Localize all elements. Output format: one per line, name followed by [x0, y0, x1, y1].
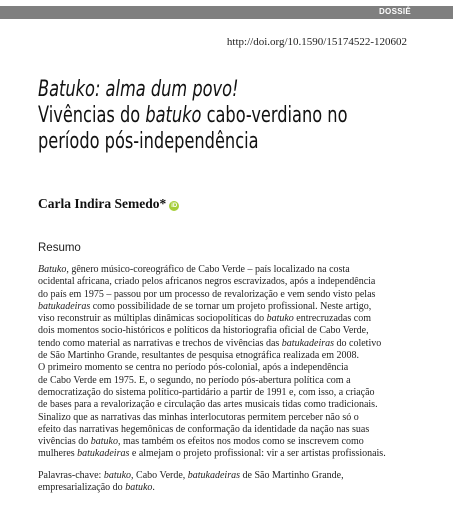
abstract-text: mulheres	[38, 448, 78, 460]
title-line-3: período pós-independência	[38, 128, 259, 154]
keyword-text: empresarialização do	[38, 482, 126, 494]
abstract-text: de bases para a revalorização e circulação das artes musicais tidas como tradicionais.	[38, 399, 378, 411]
article-title	[38, 76, 348, 154]
keyword-italic: batuko	[125, 482, 153, 494]
abstract-body	[38, 264, 410, 461]
abstract-text: vivências do	[38, 436, 91, 448]
keywords-line-2	[38, 482, 410, 494]
abstract-text: , gênero músico-coreográfico de Cabo Verde – país localizado na costa	[66, 264, 350, 275]
keyword-text: .	[152, 482, 155, 494]
title-italic-part: Batuko: alma dum povo!	[38, 76, 239, 102]
abstract-line	[38, 313, 410, 325]
abstract-italic-term: batukadeiras	[38, 300, 91, 312]
abstract-line	[38, 362, 410, 374]
keyword-text: , Cabo Verde,	[131, 470, 188, 481]
abstract-line	[38, 276, 410, 288]
keywords-block	[38, 470, 410, 495]
abstract-text: viso reconstruir as múltiplas dinâmicas sociopolíticas do	[38, 313, 267, 325]
keywords-line-1	[38, 470, 410, 482]
author-name: Carla Indira Semedo*	[38, 196, 167, 211]
abstract-line	[38, 448, 410, 460]
keyword-italic: batuko	[103, 470, 132, 481]
abstract-italic-term: batukadeiras	[77, 448, 130, 460]
abstract-line	[38, 350, 410, 362]
abstract-text: Sinalizo que as narrativas das minhas interlocutoras permitem perceber não só o	[38, 411, 359, 423]
abstract-line	[38, 325, 410, 337]
abstract-text: dois momentos socio-históricos e políticos da historiografia oficial de Cabo Verde,	[38, 325, 369, 337]
author-line	[38, 196, 179, 212]
title-italic-part: batuko	[145, 102, 202, 128]
title-line-2	[38, 102, 348, 128]
abstract-text: de São Martinho Grande, resultantes de pesquisa etnográfica realizada em 2008.	[38, 350, 359, 362]
abstract-line	[38, 424, 410, 436]
abstract-text: tendo como material as narrativas e trechos de vivências das	[38, 337, 282, 349]
abstract-italic-term: batuko	[90, 436, 118, 448]
section-header-bar	[0, 6, 453, 19]
abstract-italic-term: batuko	[266, 313, 294, 325]
doi-link[interactable]: http://doi.org/10.1590/15174522-120602	[226, 36, 407, 48]
keyword-text: de São Martinho Grande,	[240, 470, 344, 481]
abstract-text: ocidental africana, criado pelos africanos negros escravizados, após a independência	[38, 276, 376, 288]
abstract-text: efeito das narrativas hegemônicas de conformação da identidade da nação nas suas	[38, 423, 370, 435]
title-part: Vivências do	[38, 102, 146, 128]
orcid-icon[interactable]: iD	[171, 203, 178, 209]
abstract-text: de Cabo Verde em 1975. E, o segundo, no período pós-abertura política com a	[38, 374, 351, 386]
abstract-heading: Resumo	[38, 242, 81, 254]
abstract-text: do coletivo	[334, 337, 382, 349]
abstract-line	[38, 338, 410, 350]
abstract-line	[38, 301, 410, 313]
keywords-label: Palavras-chave:	[38, 470, 104, 481]
abstract-italic-term: batukadeiras	[281, 337, 335, 349]
abstract-line	[38, 399, 410, 411]
abstract-text: do país em 1975 – passou por um processo de revalorização e vem sendo visto pelas	[38, 288, 376, 300]
title-part: cabo-verdiano no	[201, 102, 348, 128]
abstract-line	[38, 436, 410, 448]
abstract-line	[38, 387, 410, 399]
abstract-text: e almejam o projeto profissional: vir a ser artistas profissionais.	[129, 448, 386, 460]
abstract-text: , mas também os efeitos nos modos como se inscrevem como	[117, 436, 364, 448]
keyword-italic: batukadeiras	[187, 470, 240, 481]
abstract-line	[38, 289, 410, 301]
abstract-line	[38, 375, 410, 387]
abstract-line	[38, 264, 410, 276]
abstract-text: O primeiro momento se centra no período pós-colonial, após a independência	[38, 362, 349, 374]
abstract-text: democratização do sistema político-partidário a partir de 1991 e, com isso, a criação	[38, 386, 375, 398]
abstract-text: como possibilidade de se tornar um projeto profissional. Neste artigo,	[90, 300, 372, 312]
section-label: DOSSIÊ	[378, 7, 411, 16]
abstract-italic-term: Batuko	[38, 264, 67, 275]
title-line-1	[38, 76, 312, 102]
abstract-text: entrecruzadas com	[293, 313, 371, 325]
abstract-line	[38, 412, 410, 424]
